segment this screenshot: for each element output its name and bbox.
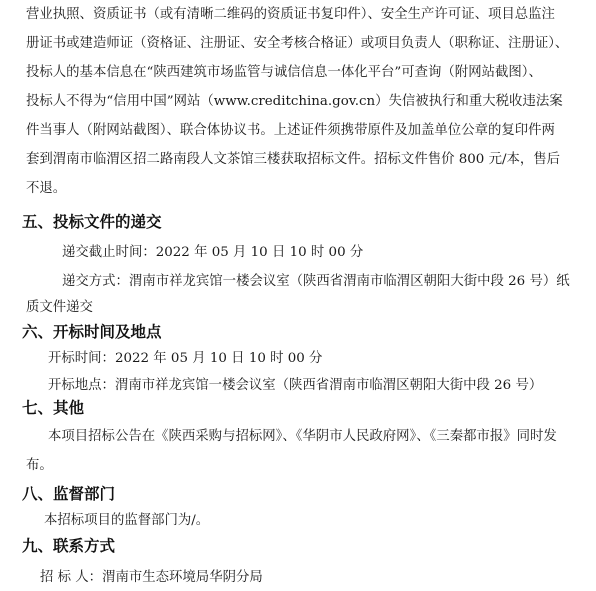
opening-time: 开标时间：2022 年 05 月 10 日 10 时 00 分 bbox=[48, 351, 323, 366]
section-7-heading: 七、其他 bbox=[22, 399, 85, 417]
intro-line-2: 册证书或建造师证（资格证、注册证、安全考核合格证）或项目负责人（职称证、注册证）、 bbox=[26, 36, 569, 51]
submission-method-line-2: 质文件递交 bbox=[26, 300, 93, 315]
intro-line-6: 套到渭南市临渭区招二路南段人文茶馆三楼获取招标文件。招标文件售价 800 元/本，售后 bbox=[26, 152, 561, 167]
opening-place: 开标地点：渭南市祥龙宾馆一楼会议室（陕西省渭南市临渭区朝阳大街中段 26 号） bbox=[48, 378, 543, 393]
tenderer-line: 招 标 人：渭南市生态环境局华阴分局 bbox=[40, 570, 263, 585]
supervision-text: 本招标项目的监督部门为/。 bbox=[44, 513, 210, 528]
submission-deadline: 递交截止时间：2022 年 05 月 10 日 10 时 00 分 bbox=[62, 245, 364, 260]
intro-line-3: 投标人的基本信息在“陕西建筑市场监管与诚信信息一体化平台”可查询（附网站截图）、 bbox=[26, 65, 542, 80]
section-5-heading: 五、投标文件的递交 bbox=[22, 213, 162, 231]
submission-method-line-1: 递交方式：渭南市祥龙宾馆一楼会议室（陕西省渭南市临渭区朝阳大街中段 26 号）纸 bbox=[62, 274, 570, 289]
intro-line-5: 件当事人（附网站截图）、联合体协议书。上述证件须携带原件及加盖单位公章的复印件两 bbox=[26, 123, 555, 138]
other-line-2: 布。 bbox=[26, 458, 53, 473]
section-6-heading: 六、开标时间及地点 bbox=[22, 323, 162, 341]
section-8-heading: 八、监督部门 bbox=[22, 485, 116, 503]
intro-line-7: 不退。 bbox=[26, 181, 67, 196]
section-9-heading: 九、联系方式 bbox=[22, 537, 116, 555]
other-line-1: 本项目招标公告在《陕西采购与招标网》、《华阴市人民政府网》、《三秦都市报》同时发 bbox=[48, 429, 557, 444]
intro-line-1: 营业执照、资质证书（或有清晰二维码的资质证书复印件）、安全生产许可证、项目总监注 bbox=[26, 7, 555, 22]
intro-line-4: 投标人不得为“信用中国”网站（www.creditchina.gov.cn）失信被执行和重大税收违法案 bbox=[26, 94, 563, 109]
